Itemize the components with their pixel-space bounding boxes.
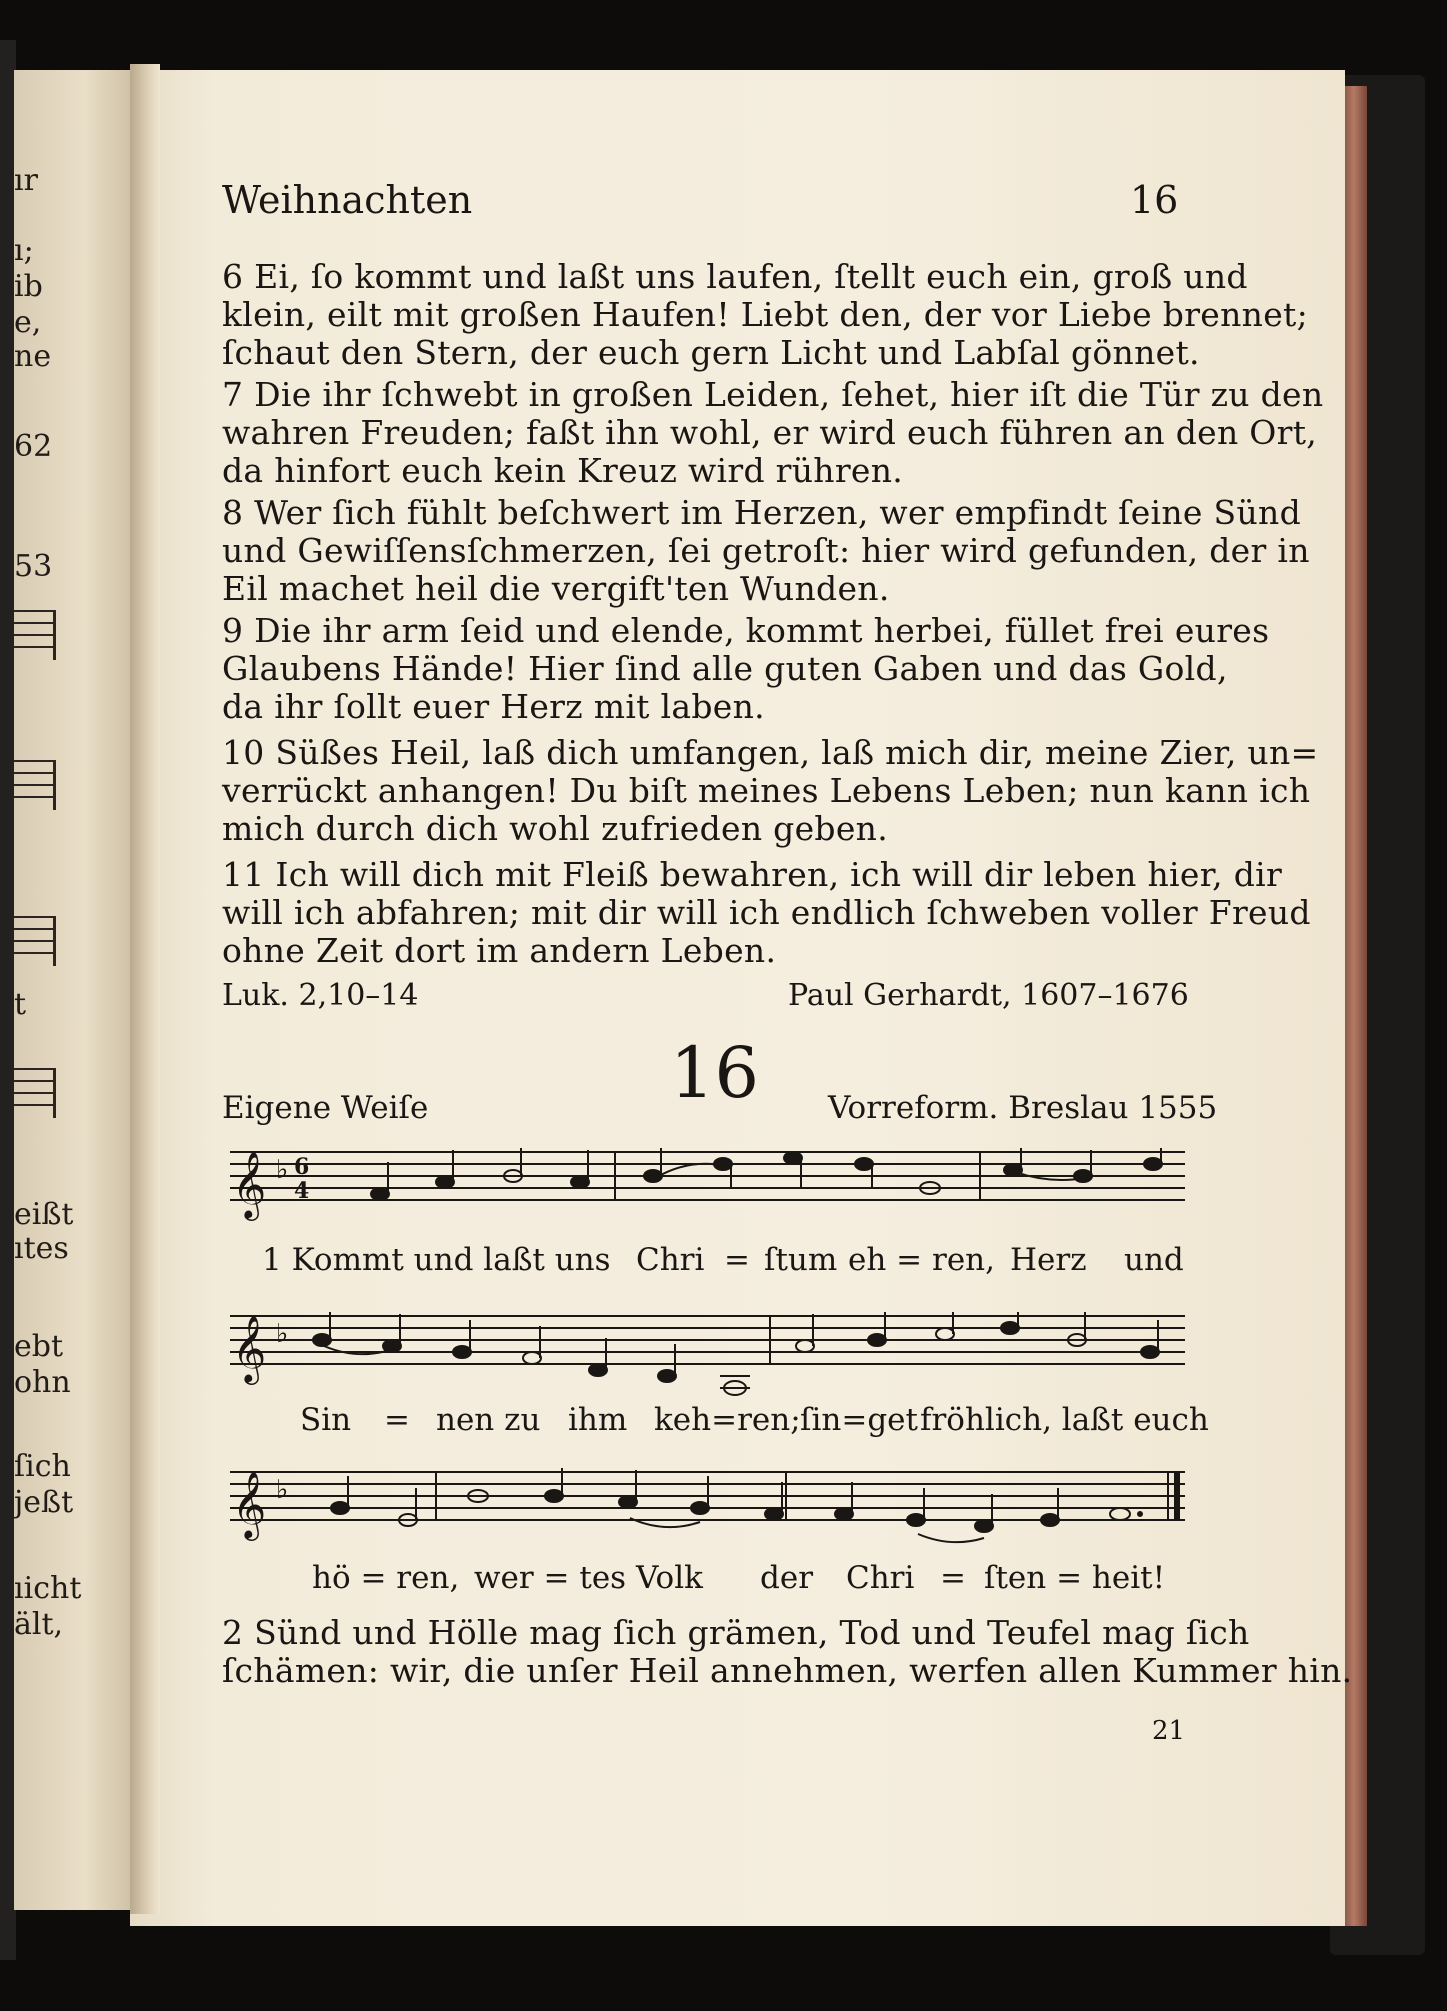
svg-text:♭: ♭ (276, 1475, 289, 1505)
lyric: Herz (1010, 1242, 1087, 1278)
left-page-fragment: eißt (14, 1197, 74, 1232)
scripture-reference: Luk. 2,10–14 (222, 978, 419, 1013)
lyric: ihm (568, 1402, 628, 1438)
hymn-header-number: 16 (1130, 178, 1179, 222)
melody-label: Eigene Weiſe (222, 1090, 429, 1126)
left-page-fragment: ıtes (14, 1231, 69, 1266)
left-page-fragment: ohn (14, 1365, 71, 1400)
verse-line: ohne Zeit dort im andern Leben. (222, 931, 777, 970)
left-page-fragment: 53 (14, 549, 53, 584)
verse-6 (222, 258, 1308, 372)
verse-line: da ihr ſollt euer Herz mit laben. (222, 687, 765, 726)
left-page-fragment: ält, (14, 1607, 64, 1642)
verse-line: 7 Die ihr ſchwebt in großen Leiden, ſehet, hier iſt die Tür zu den (222, 375, 1324, 414)
verse-line: ſchaut den Stern, der euch gern Licht und Labſal gönnet. (222, 333, 1200, 372)
left-page-fragment: 62 (14, 429, 53, 464)
verse-line: 10 Süßes Heil, laß dich umfangen, laß mich dir, meine Zier, un= (222, 733, 1319, 772)
music-staff-1 (230, 1148, 1185, 1218)
left-page-fragment: t (14, 987, 27, 1022)
verse-line: verrückt anhangen! Du biſt meines Lebens Leben; nun kann ich (222, 771, 1311, 810)
lyric: keh=ren; (654, 1402, 801, 1438)
lyric: nen zu (436, 1402, 541, 1438)
verse-line: 11 Ich will dich mit Fleiß bewahren, ich will dir leben hier, dir (222, 855, 1283, 894)
music-staff-2 (230, 1312, 1185, 1382)
lyric: fröhlich, laßt euch (920, 1402, 1209, 1438)
lyric: wer = tes (474, 1560, 627, 1596)
book-gutter (130, 64, 160, 1914)
lyric: ſtum (764, 1242, 838, 1278)
left-page-staff (14, 1068, 56, 1116)
lyric: Chri (636, 1242, 705, 1278)
lyric: 1 Kommt und laßt uns (262, 1242, 611, 1278)
verse-line: 9 Die ihr arm ſeid und elende, kommt herbei, füllet frei eures (222, 611, 1270, 650)
lyric: und (1124, 1242, 1184, 1278)
verse-line: und Gewiſſensſchmerzen, ſei getroſt: hier wird gefunden, der in (222, 531, 1310, 570)
verse-line: klein, eilt mit großen Haufen! Liebt den, der vor Liebe brennet; (222, 295, 1309, 334)
svg-text:𝄞: 𝄞 (232, 1314, 267, 1382)
staff-3-notation (230, 1468, 1185, 1558)
verse-11 (222, 856, 1311, 970)
verse-2 (222, 1614, 1352, 1690)
left-page (14, 70, 142, 1910)
left-page-staff (14, 916, 56, 964)
lyric: Volk (636, 1560, 703, 1596)
left-page-fragment: ı; (14, 233, 34, 268)
verse-line: mich durch dich wohl zufrieden geben. (222, 809, 889, 848)
left-page-fragment: ib (14, 269, 43, 304)
lyric: Chri (846, 1560, 915, 1596)
left-page-fragment: e, (14, 305, 42, 340)
lyric: = (724, 1242, 750, 1278)
verse-line: Eil machet heil die vergift'ten Wunden. (222, 569, 890, 608)
lyric: eh = ren, (848, 1242, 995, 1278)
svg-text:𝄞: 𝄞 (232, 1150, 267, 1218)
lyric: = (384, 1402, 410, 1438)
left-page-fragment: ſich (14, 1449, 71, 1484)
left-page-fragment: jeßt (14, 1485, 74, 1520)
verse-7 (222, 376, 1323, 490)
verse-line: Glaubens Hände! Hier ſind alle guten Gaben und das Gold, (222, 649, 1228, 688)
staff-1-notation (230, 1148, 1185, 1228)
verse-8 (222, 494, 1310, 608)
running-title: Weihnachten (222, 178, 473, 222)
left-page-fragment: ne (14, 339, 52, 374)
verse-line: 6 Ei, ſo kommt und laßt uns laufen, ſtellt euch ein, groß und (222, 257, 1248, 296)
verse-line: wahren Freuden; faßt ihn wohl, er wird euch führen an den Ort, (222, 413, 1318, 452)
verse-10 (222, 734, 1318, 848)
verse-line: will ich abfahren; mit dir will ich endlich ſchweben voller Freud (222, 893, 1311, 932)
author-credit: Paul Gerhardt, 1607–1676 (788, 978, 1189, 1013)
lyric: = (940, 1560, 966, 1596)
lyric: ſin=get (800, 1402, 918, 1438)
verse-line: 2 Sünd und Hölle mag ſich grämen, Tod und Teufel mag ſich (222, 1613, 1250, 1652)
verse-line: ſchämen: wir, die unſer Heil annehmen, werfen allen Kummer hin. (222, 1651, 1353, 1690)
music-staff-3 (230, 1468, 1185, 1538)
verse-line: 8 Wer ſich fühlt beſchwert im Herzen, wer empfindt ſeine Sünd (222, 493, 1301, 532)
lyric: hö = ren, (312, 1560, 460, 1596)
page-number: 21 (1152, 1716, 1186, 1746)
melody-source: Vorreform. Breslau 1555 (828, 1090, 1218, 1126)
left-page-staff (14, 610, 56, 658)
lyric: der (760, 1560, 814, 1596)
lyric: Sin (300, 1402, 352, 1438)
left-page-fragment: ıicht (14, 1571, 82, 1606)
hymn-number: 16 (670, 1032, 760, 1114)
left-page-fragment: ır (14, 163, 38, 198)
svg-text:𝄞: 𝄞 (232, 1470, 267, 1538)
left-page-fragment: ebt (14, 1329, 64, 1364)
verse-9 (222, 612, 1269, 726)
time-signature-bottom: 4 (294, 1178, 310, 1204)
verse-line: da hinfort euch kein Kreuz wird rühren. (222, 451, 904, 490)
left-page-staff (14, 760, 56, 808)
svg-text:♭: ♭ (276, 1319, 289, 1349)
svg-text:♭: ♭ (276, 1155, 289, 1185)
time-signature-top: 6 (294, 1154, 310, 1180)
lyric: ſten = heit! (984, 1560, 1166, 1596)
